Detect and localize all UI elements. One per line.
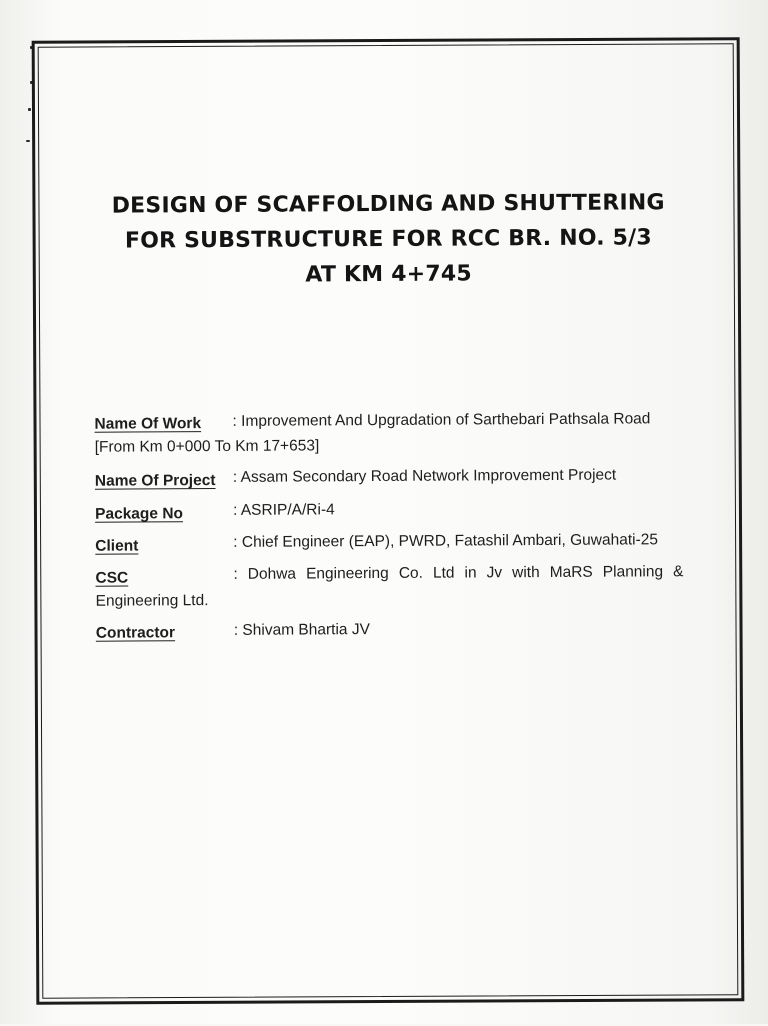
name-of-work-continuation: [From Km 0+000 To Km 17+653] — [94, 437, 320, 456]
contractor-value: : Shivam Bhartia JV — [233, 621, 370, 639]
csc-continuation: Engineering Ltd. — [95, 592, 209, 610]
client-label: Client — [95, 537, 139, 555]
csc-label: CSC — [95, 569, 129, 587]
title-line-1: DESIGN OF SCAFFOLDING AND SHUTTERING — [111, 190, 665, 219]
csc-value: : Dohwa Engineering Co. Ltd in Jv with MaRS Planning & — [233, 563, 684, 583]
document-title — [78, 185, 699, 294]
title-line-3: AT KM 4+745 — [305, 261, 472, 288]
name-of-work-value: : Improvement And Upgradation of Sarthebari Pathsala Road — [232, 410, 651, 430]
title-line-2: FOR SUBSTRUCTURE FOR RCC BR. NO. 5/3 — [124, 225, 652, 254]
package-no-value: : ASRIP/A/Ri-4 — [233, 501, 335, 519]
contractor-label: Contractor — [95, 624, 176, 642]
name-of-project-label: Name Of Project — [94, 472, 216, 490]
name-of-project-value: : Assam Secondary Road Network Improvement Project — [232, 466, 617, 486]
package-no-label: Package No — [95, 505, 184, 523]
name-of-work-label: Name Of Work — [94, 415, 202, 433]
client-value: : Chief Engineer (EAP), PWRD, Fatashil Ambari, Guwahati-25 — [233, 531, 659, 551]
